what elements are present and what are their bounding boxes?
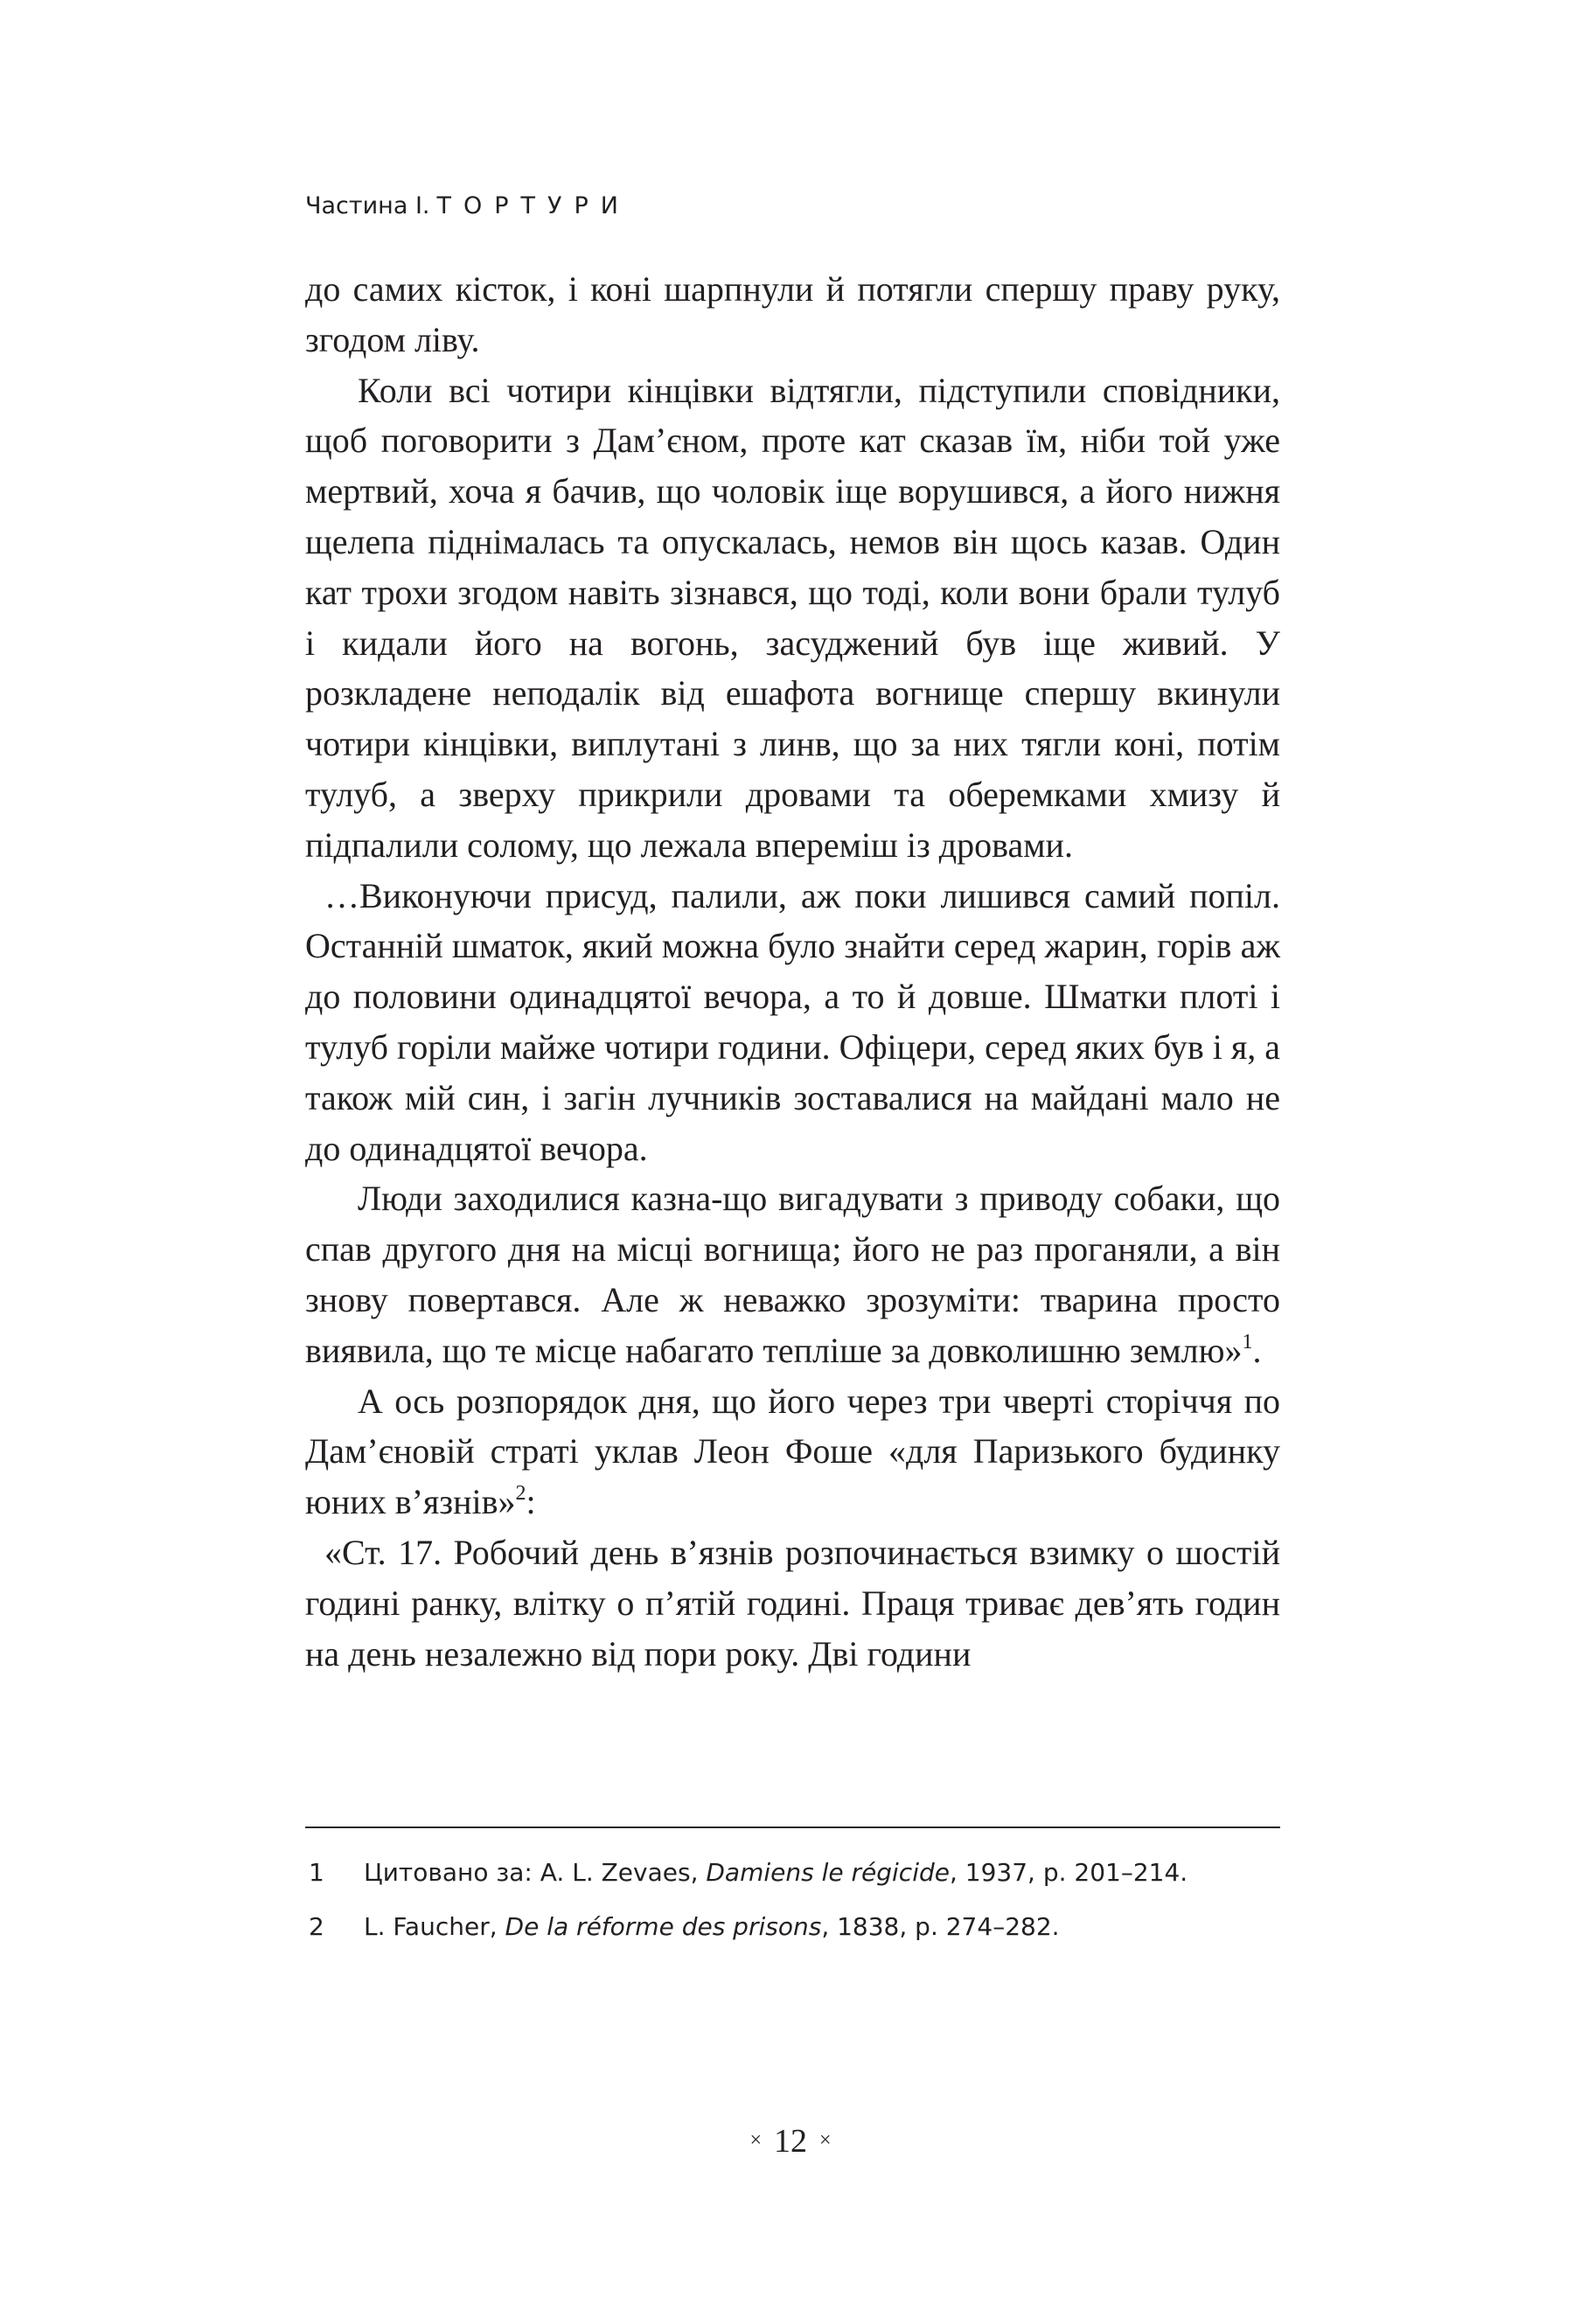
running-head	[305, 189, 630, 224]
footnote-2-title: De la réforme des prisons	[505, 1912, 822, 1941]
part-title: ТОРТУРИ	[436, 192, 630, 219]
footnote-2-suffix: , 1838, p. 274–282.	[821, 1912, 1060, 1941]
page-number: 12	[774, 2123, 807, 2160]
footnote-2-text	[364, 1910, 1060, 1945]
paragraph-4-text: Люди заходилися казна-що вигадувати з приводу собаки, що спав другого дня на місці вогнища; його не раз проганяли, а він знову повертався. Але ж неважко зрозуміти: тварина просто виявила, що те місце набагато тепліше за довколишню землю»	[305, 1179, 1280, 1370]
footnote-ref-2[interactable]: 2	[515, 1482, 526, 1506]
paragraph-5-text: А ось розпорядок дня, що його через три чверті сторіччя по Дам’єновій страті уклав Леон Фоше «для Паризького будинку юних в’язнів»	[305, 1381, 1280, 1522]
paragraph-2	[305, 365, 1280, 871]
page-number-footer	[0, 2119, 1581, 2163]
paragraph-3-text: …Виконуючи присуд, палили, аж поки лишився самий попіл. Останній шматок, який можна було знайти серед жарин, горів аж до половини одинадцятої вечора, а то й довше. Шматки плоті і тулуб горіли майже чотири години. Офіцери, серед яких був і я, а також мій син, і загін лучників зоставалися на майдані мало не до одинадцятої вечора.	[305, 875, 1280, 1168]
footnote-2-prefix: L. Faucher,	[364, 1912, 505, 1941]
paragraph-5-end: :	[526, 1482, 536, 1522]
footnote-2	[305, 1910, 1280, 1964]
paragraph-6-text: «Ст. 17. Робочий день в’язнів розпочинається взимку о шостій годині ранку, влітку о п’ятій годині. Праця триває дев’ять годин на день незалежно від пори року. Дві години	[305, 1532, 1280, 1673]
folio-ornament-right: ×	[819, 2129, 832, 2152]
paragraph-5	[305, 1376, 1280, 1527]
paragraph-3	[305, 871, 1280, 1174]
paragraph-6	[305, 1527, 1280, 1679]
paragraph-1	[305, 264, 1280, 365]
footnote-1-title: Damiens le régicide	[706, 1858, 950, 1887]
paragraph-1-text: до самих кісток, і коні шарпнули й потягли спершу праву руку, згодом ліву.	[305, 269, 1280, 359]
part-label: Частина I.	[305, 192, 430, 219]
footnote-ref-1[interactable]: 1	[1242, 1330, 1253, 1353]
footnote-1-number: 1	[309, 1858, 324, 1887]
footnote-rule	[305, 1826, 1280, 1828]
footnote-1-suffix: , 1937, p. 201–214.	[949, 1858, 1188, 1887]
footnote-2-number: 2	[309, 1912, 324, 1941]
footnote-1	[305, 1855, 1280, 1910]
footnotes	[305, 1855, 1280, 1964]
body-text	[305, 264, 1280, 1679]
paragraph-2-text: Коли всі чотири кінцівки відтягли, підступили сповідники, щоб поговорити з Дам’єном, проте кат сказав їм, ніби той уже мертвий, хоча я бачив, що чоловік іще ворушився, а його нижня щелепа піднімалась та опускалась, немов він щось казав. Один кат трохи згодом навіть зізнався, що тоді, коли вони брали тулуб і кидали його на вогонь, засуджений був іще живий. У розкладене неподалік від ешафота вогнище спершу вкинули чотири кінцівки, виплутані з линв, що за них тягли коні, потім тулуб, а зверху прикрили дровами та оберемками хмизу й підпалили солому, що лежала впереміш із дровами.	[305, 370, 1280, 865]
folio-ornament-left: ×	[749, 2129, 762, 2152]
footnote-1-text	[364, 1855, 1187, 1890]
paragraph-4	[305, 1173, 1280, 1375]
paragraph-4-end: .	[1252, 1330, 1262, 1370]
footnote-1-prefix: Цитовано за: A. L. Zevaes,	[364, 1858, 707, 1887]
